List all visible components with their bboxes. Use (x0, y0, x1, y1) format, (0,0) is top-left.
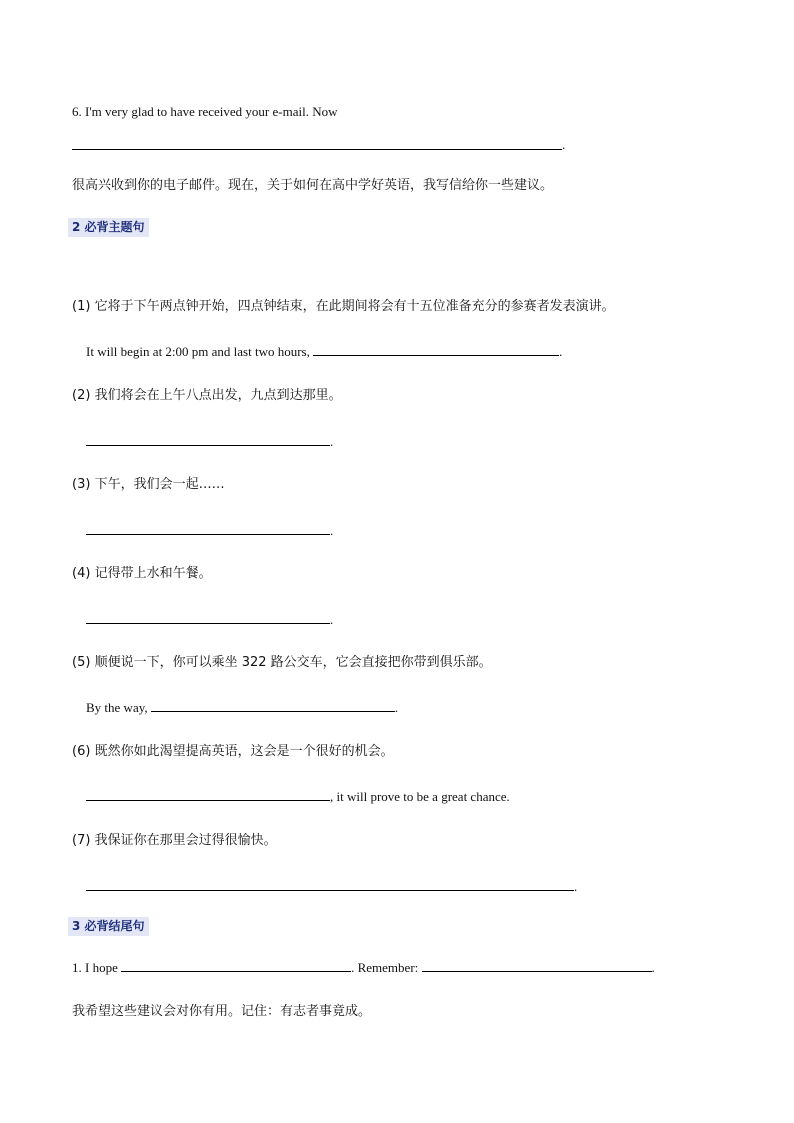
item4-answer-blank[interactable] (86, 611, 330, 624)
item3-english (86, 522, 333, 539)
item6-english: 6. I'm very glad to have received your e-mail. Now (72, 104, 338, 119)
item2-english (86, 433, 333, 450)
item6-answer-blank[interactable] (72, 149, 562, 150)
item2-prompt: 我们将会在上午八点出发，九点到达那里。 (94, 388, 342, 403)
item3-answer-blank[interactable] (86, 522, 330, 535)
item1-chinese (72, 299, 615, 315)
item4-prompt: 记得带上水和午餐。 (94, 566, 212, 581)
item6b-prompt: 既然你如此渴望提高英语，这会是一个很好的机会。 (94, 744, 394, 759)
item1-en-suffix: . (559, 344, 563, 359)
item2-answer-blank[interactable] (86, 433, 330, 446)
closing-part2: . Remember: (351, 960, 419, 975)
item1-prompt: 它将于下午两点钟开始，四点钟结束，在此期间将会有十五位准备充分的参赛者发表演讲。 (94, 299, 615, 314)
item7-prompt: 我保证你在那里会过得很愉快。 (94, 833, 277, 848)
item6b-answer-blank[interactable] (86, 788, 330, 801)
item6-end-punct: . (562, 137, 566, 152)
item6b-english (86, 788, 510, 805)
closing-hope-blank[interactable] (121, 959, 351, 972)
item7-en-suffix: . (574, 879, 578, 894)
item5-en-suffix: . (394, 700, 399, 715)
closing-english (72, 959, 655, 976)
item7-number: (7) (72, 833, 91, 848)
item5-answer-blank[interactable] (151, 699, 395, 712)
item6b-number: (6) (72, 744, 91, 759)
item5-en-prefix: By the way, (86, 700, 148, 715)
item4-number: (4) (72, 566, 91, 581)
item2-chinese (72, 388, 342, 404)
item6b-chinese (72, 744, 394, 760)
item5-number: (5) (72, 655, 91, 670)
item3-chinese (72, 477, 225, 493)
item7-chinese (72, 833, 277, 849)
item2-number: (2) (72, 388, 91, 403)
item3-number: (3) (72, 477, 91, 492)
item1-answer-blank[interactable] (313, 343, 559, 356)
item4-en-suffix: . (330, 612, 334, 627)
section3-heading: 3 必背结尾句 (68, 917, 149, 936)
item3-en-suffix: . (330, 523, 334, 538)
item5-chinese (72, 655, 492, 671)
item1-number: (1) (72, 299, 91, 314)
item1-english (86, 343, 562, 360)
item7-english (86, 878, 577, 895)
closing-part3: . (651, 960, 655, 975)
item4-english (86, 611, 333, 628)
closing-chinese: 我希望这些建议会对你有用。记住：有志者事竟成。 (72, 1004, 372, 1019)
item6-chinese: 很高兴收到你的电子邮件。现在，关于如何在高中学好英语，我写信给你一些建议。 (72, 178, 554, 193)
item5-prompt: 顺便说一下，你可以乘坐 322 路公交车，它会直接把你带到俱乐部。 (94, 655, 492, 670)
item2-en-suffix: . (330, 434, 334, 449)
section2-heading: 2 必背主题句 (68, 218, 149, 237)
item4-chinese (72, 566, 212, 582)
item1-en-prefix: It will begin at 2:00 pm and last two hours, (86, 344, 310, 359)
item7-answer-blank[interactable] (86, 878, 574, 891)
closing-part1: 1. I hope (72, 960, 118, 975)
closing-remember-blank[interactable] (422, 959, 652, 972)
item5-english (86, 699, 398, 716)
item3-prompt: 下午，我们会一起…… (94, 477, 225, 492)
item6b-en-suffix: , it will prove to be a great chance. (330, 789, 510, 804)
